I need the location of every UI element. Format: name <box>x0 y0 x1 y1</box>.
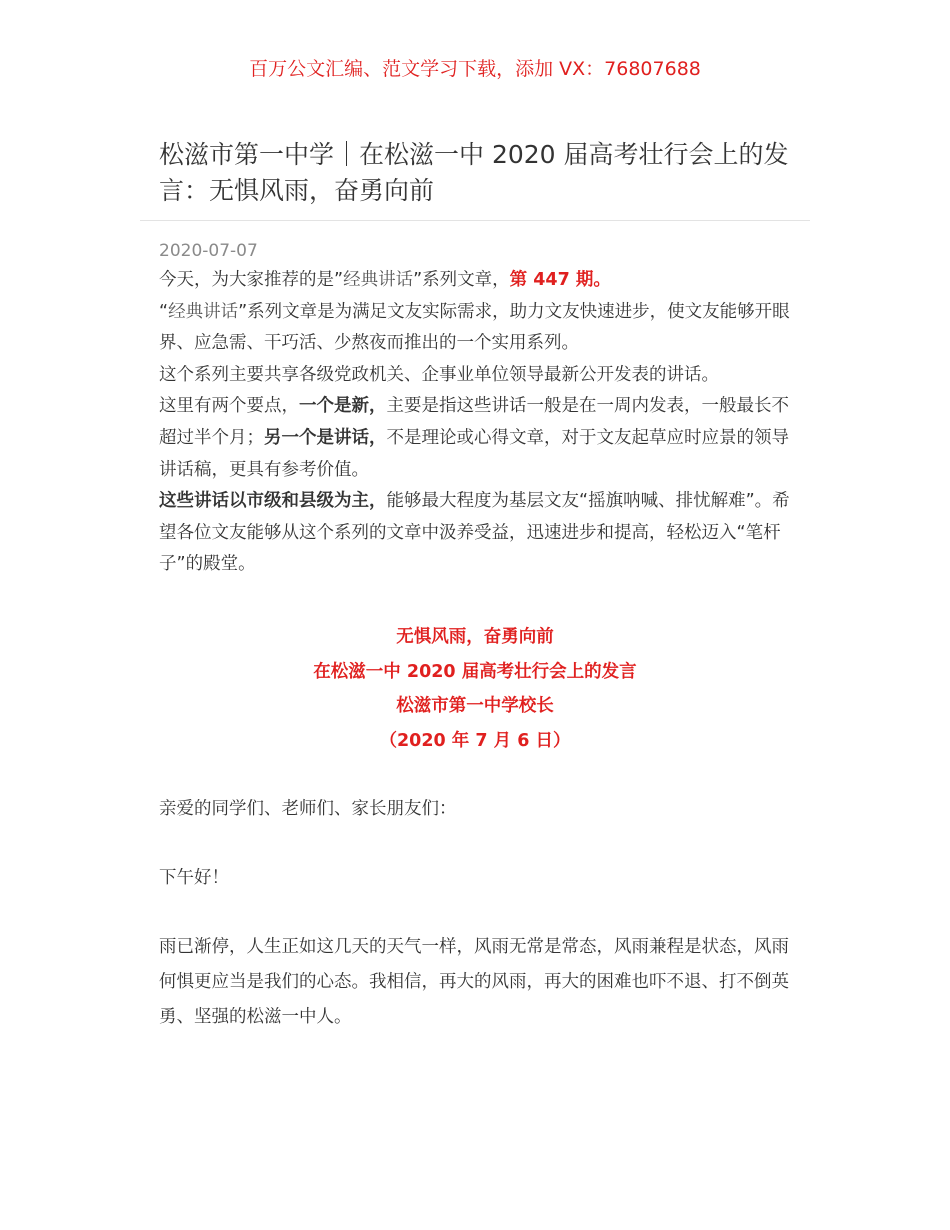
intro-text: 不是理论或心得文章，对于文友起草应时应景的领导讲话稿，更具有参考价值。 <box>159 427 789 480</box>
key-point-3: 这些讲话以市级和县级为主， <box>159 491 387 512</box>
speech-author: 松滋市第一中学校长 <box>396 696 554 716</box>
intro-text: 能够最大程度为基层文友“摇旗呐喊、排忧解难”。希望各位文友能够从这个系列的文章中汲养受益，迅速进步和提高，轻松迈入“笔杆子”的殿堂。 <box>159 491 790 575</box>
intro-text: ”系列文章， <box>413 270 510 290</box>
speech-subtitle: 在松滋一中 2020 届高考壮行会上的发言 <box>313 661 637 682</box>
promo-banner <box>0 55 950 83</box>
intro-paragraph-1 <box>159 265 799 297</box>
intro-paragraph-3: 这个系列主要共享各级党政机关、企事业单位领导最新公开发表的讲话。 <box>159 364 719 385</box>
publish-date: 2020-07-07 <box>159 241 258 261</box>
speech-paragraph-1: 雨已渐停，人生正如这几天的天气一样，风雨无常是常态，风雨兼程是状态，风雨何惧更应当是我们的心态。我相信，再大的风雨，再大的困难也吓不退、打不倒英勇、坚强的松滋一中人。 <box>159 937 789 1027</box>
key-point-2: 另一个是讲话， <box>264 427 387 448</box>
intro-paragraph-2 <box>159 297 799 360</box>
speech-heading <box>0 620 950 758</box>
intro-text: 主要是指这些讲话一般是在一周内发表，一般最长不超过半个月； <box>159 396 789 448</box>
intro-text: 这里有两个要点， <box>159 396 299 417</box>
intro-section <box>159 265 799 581</box>
article-title: 松滋市第一中学｜在松滋一中 2020 届高考壮行会上的发言：无惧风雨，奋勇向前 <box>159 140 789 205</box>
intro-text: ”系列文章是为满足文友实际需求，助力文友快速进步，使文友能够开眼界、应急需、干巧活、少熬夜而推出的一个实用系列。 <box>159 301 790 354</box>
speech-title: 无惧风雨，奋勇向前 <box>396 627 554 647</box>
speech-greeting: 下午好！ <box>159 868 229 888</box>
speech-salutation: 亲爱的同学们、老师们、家长朋友们： <box>159 799 457 819</box>
intro-paragraph-4 <box>159 391 799 486</box>
issue-number: 第 447 期。 <box>509 270 611 290</box>
title-divider <box>140 220 810 221</box>
speech-date: （2020 年 7 月 6 日） <box>379 730 571 751</box>
key-point-1: 一个是新， <box>299 396 387 417</box>
intro-text: 今天，为大家推荐的是” <box>159 270 344 290</box>
promo-banner-text: 百万公文汇编、范文学习下载，添加 VX：76807688 <box>249 58 701 80</box>
series-name: 经典讲话 <box>168 301 239 322</box>
intro-paragraph-5 <box>159 486 799 581</box>
series-name: 经典讲话 <box>343 270 414 290</box>
intro-text: “ <box>159 301 169 322</box>
